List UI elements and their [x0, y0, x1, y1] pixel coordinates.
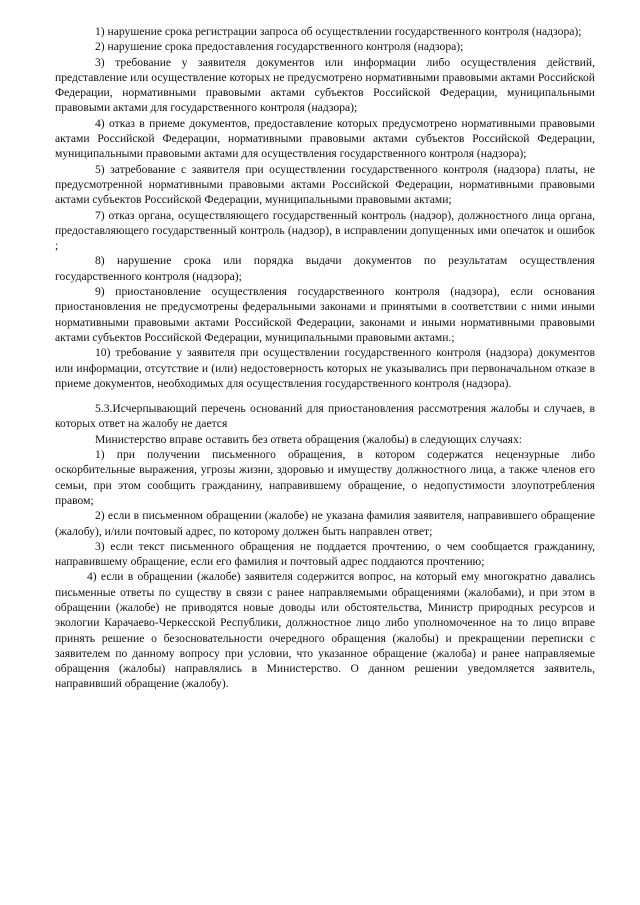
list-item-10: 10) требование у заявителя при осуществлении государственного контроля (надзора) документов или информации, отсутствие и (или) недостоверность которых не указывались при первоначальном отказе в приеме документов, необходимых для осуществления государственного контроля (надзора). — [55, 346, 595, 390]
case-item-1: 1) при получении письменного обращения, в котором содержатся нецензурные либо оскорбительные выражения, угрозы жизни, здоровью и имуществу должностного лица, а также членов его семьи, при этом сообщить гражданину, направившему обращение, о недопустимости злоупотребления правом; — [55, 448, 595, 507]
list-item-9: 9) приостановление осуществления государственного контроля (надзора), если основания приостановления не предусмотрены федеральными законами и принятыми в соответствии с ними иными нормативными правовыми актами Российской Федерации, законами и иными нормативными правовыми актами субъектов Российской Федерации, муниципальными правовыми актами.; — [55, 285, 595, 344]
paragraph-spacer — [55, 391, 595, 401]
list-item-7: 7) отказ органа, осуществляющего государственный контроль (надзор), должностного лица органа, предоставляющего государственный контроль (надзор), в исправлении допущенных ими опечаток и ошибок ; — [55, 208, 595, 253]
list-item-1: 1) нарушение срока регистрации запроса об осуществлении государственного контроля (надзора); — [95, 25, 582, 38]
list-item-2: 2) нарушение срока предоставления государственного контроля (надзора); — [95, 40, 464, 54]
case-item-3: 3) если текст письменного обращения не поддается прочтению, о чем сообщается гражданину, направившему обращение, если его фамилия и почтовый адрес поддаются прочтению; — [55, 539, 595, 569]
section-intro: Министерство вправе оставить без ответа обращения (жалобы) в следующих случаях: — [95, 432, 523, 446]
list-item-8: 8) нарушение срока или порядка выдачи документов по результатам осуществления государственного контроля (надзора); — [55, 254, 595, 283]
document-page — [55, 24, 595, 692]
case-item-4: 4) если в обращении (жалобе) заявителя содержится вопрос, на который ему многократно давались письменные ответы по существу в связи с ранее направляемыми обращениями (жалобами), и при этом в обращении (жалобе) не приводятся новые доводы или обстоятельства, Министр природных ресурсов и экологии Карачаево-Черкесской Республики, должностное лицо либо уполномоченное на то лицо вправе принять решение о безосновательности очередного обращения (жалобы) и прекращении переписки с заявителем по данному вопросу при условии, что указанное обращение (жалоба) и ранее направляемые обращения (жалобы) направлялись в Министерство. О данном решении уведомляется заявитель, направивший обращение (жалобу). — [55, 570, 595, 691]
section-heading: 5.3.Исчерпывающий перечень оснований для приостановления рассмотрения жалобы и случаев, в которых ответ на жалобу не дается — [55, 402, 595, 431]
list-item-4: 4) отказ в приеме документов, предоставление которых предусмотрено нормативными правовыми актами Российской Федерации, нормативными правовыми актами субъектов Российской Федерации, муниципальными правовыми актами для осуществления государственного контроля (надзора); — [55, 116, 595, 161]
list-item-3: 3) требование у заявителя документов или информации либо осуществления действий, представление или осуществление которых не предусмотрено нормативными правовыми актами Российской Федерации, нормативными правовыми актами субъектов Российской Федерации, муниципальными правовыми актами для государственного контроля (надзора); — [55, 55, 595, 115]
case-item-2: 2) если в письменном обращении (жалобе) не указана фамилия заявителя, направившего обращение (жалобу), и/или почтовый адрес, по которому должен быть направлен ответ; — [55, 509, 595, 538]
list-item-5: 5) затребование с заявителя при осуществлении государственного контроля (надзора) платы, не предусмотренной нормативными правовыми актами Российской Федерации, нормативными правовыми актами субъектов Российской Федерации, муниципальными правовыми актами; — [55, 162, 595, 207]
